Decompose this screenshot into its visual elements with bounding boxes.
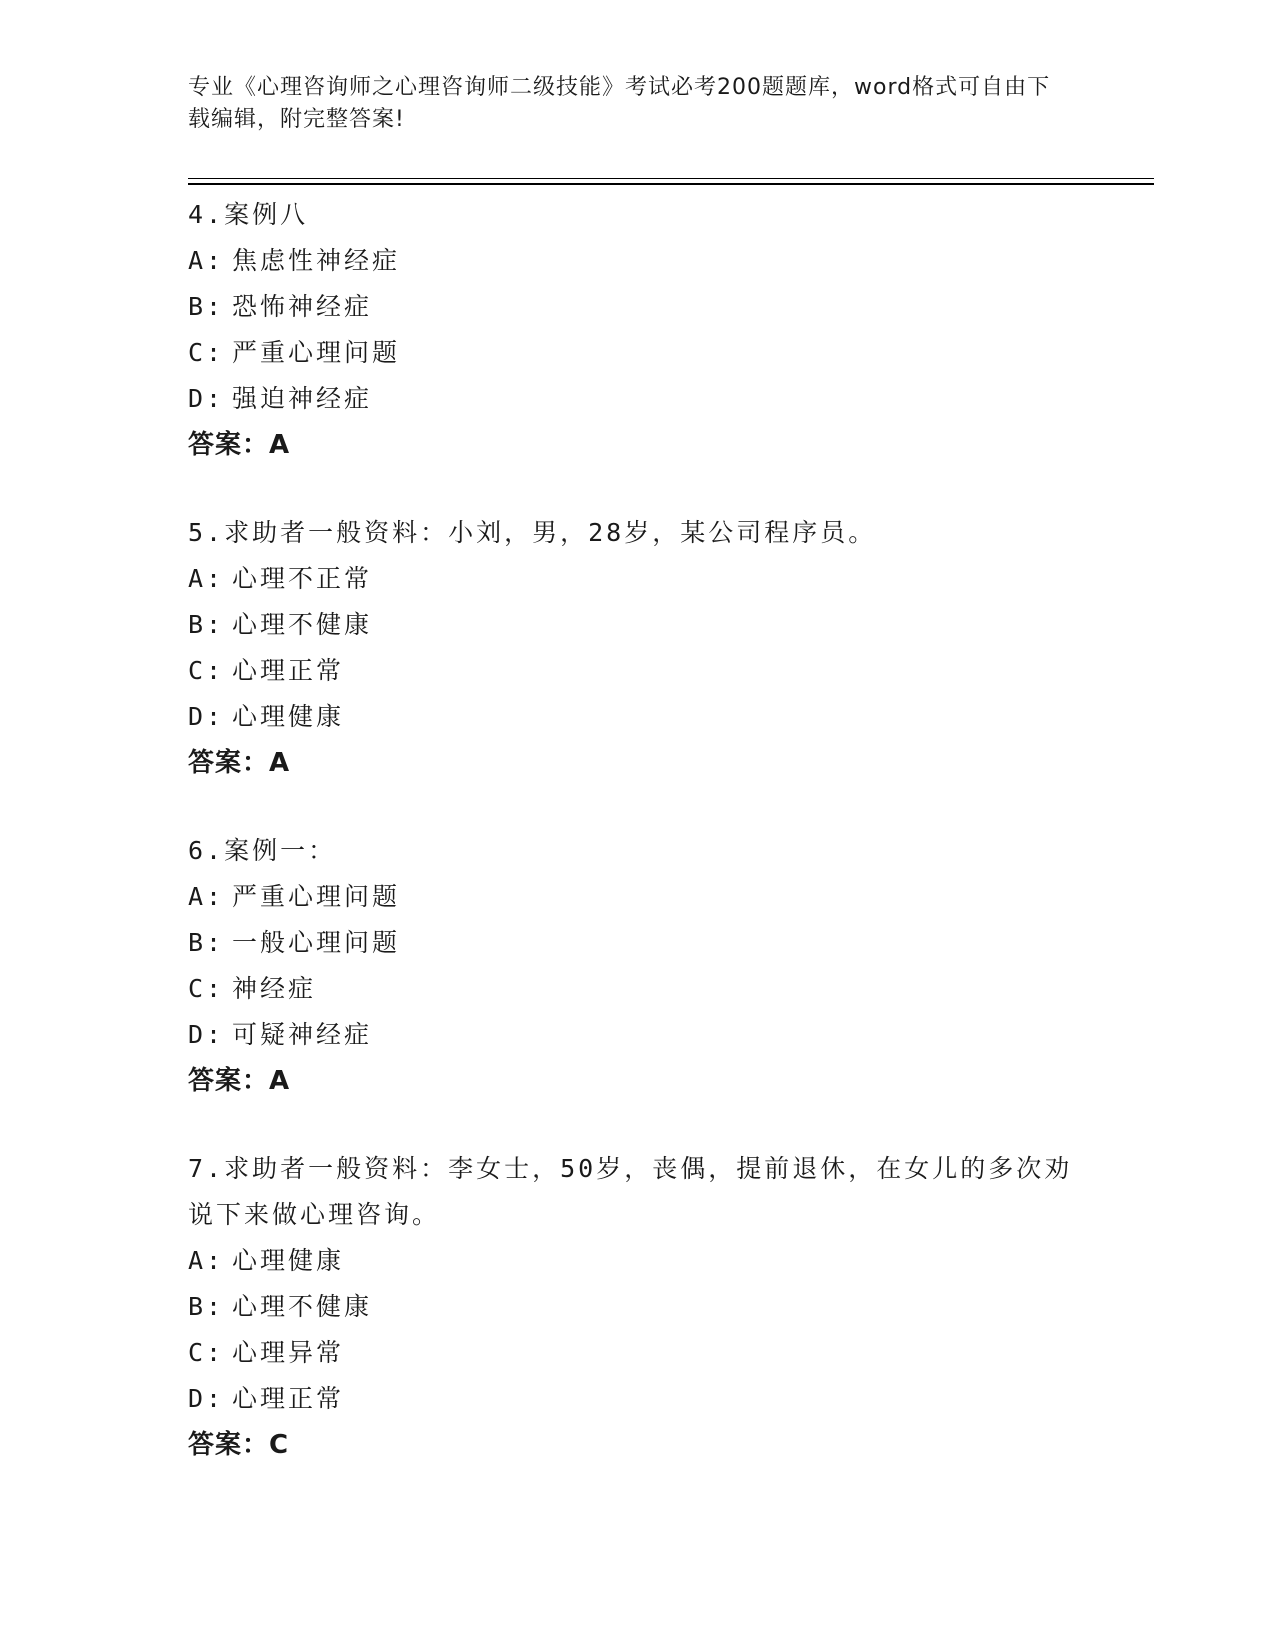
- option-letter: D:: [188, 1020, 225, 1049]
- option-d: [188, 376, 1088, 422]
- question-stem: 7.求助者一般资料：李女士，50岁，丧偶，提前退休，在女儿的多次劝说下来做心理咨询。: [188, 1154, 1073, 1229]
- option-text: 一般心理问题: [232, 928, 401, 957]
- question-5: [188, 510, 1088, 786]
- option-b: [188, 602, 1088, 648]
- option-text: 心理正常: [232, 656, 345, 685]
- option-letter: A:: [188, 882, 225, 911]
- question-list: [188, 192, 1088, 1510]
- question-stem: 5.求助者一般资料：小刘，男，28岁，某公司程序员。: [188, 518, 877, 547]
- option-text: 恐怖神经症: [232, 292, 373, 321]
- option-text: 强迫神经症: [232, 384, 373, 413]
- option-text: 神经症: [232, 974, 317, 1003]
- option-text: 心理不健康: [232, 1292, 373, 1321]
- option-letter: A:: [188, 246, 225, 275]
- option-letter: A:: [188, 1246, 225, 1275]
- option-a: [188, 874, 1088, 920]
- option-b: [188, 284, 1088, 330]
- answer-line: 答案：A: [188, 748, 291, 778]
- option-text: 可疑神经症: [232, 1020, 373, 1049]
- option-letter: B:: [188, 610, 225, 639]
- option-b: [188, 920, 1088, 966]
- option-letter: B:: [188, 1292, 225, 1321]
- option-letter: C:: [188, 338, 225, 367]
- option-text: 心理不健康: [232, 610, 373, 639]
- answer-line: 答案：A: [188, 430, 291, 460]
- option-letter: C:: [188, 1338, 225, 1367]
- option-text: 心理正常: [232, 1384, 345, 1413]
- question-stem: 4.案例八: [188, 200, 309, 229]
- option-text: 严重心理问题: [232, 882, 401, 911]
- option-b: [188, 1284, 1088, 1330]
- question-4: [188, 192, 1088, 468]
- option-c: [188, 1330, 1088, 1376]
- question-stem: 6.案例一：: [188, 836, 337, 865]
- document-header: 专业《心理咨询师之心理咨询师二级技能》考试必考200题题库，word格式可自由下载编辑，附完整答案!: [188, 75, 1051, 132]
- option-text: 心理异常: [232, 1338, 345, 1367]
- option-letter: B:: [188, 928, 225, 957]
- option-a: [188, 238, 1088, 284]
- option-letter: D:: [188, 1384, 225, 1413]
- question-7: [188, 1146, 1088, 1468]
- header-rule-thin: [188, 178, 1154, 179]
- option-letter: C:: [188, 974, 225, 1003]
- option-letter: B:: [188, 292, 225, 321]
- answer-line: 答案：C: [188, 1430, 290, 1460]
- option-text: 严重心理问题: [232, 338, 401, 367]
- option-letter: D:: [188, 384, 225, 413]
- option-text: 心理健康: [232, 702, 345, 731]
- option-text: 心理健康: [232, 1246, 345, 1275]
- option-a: [188, 1238, 1088, 1284]
- option-c: [188, 966, 1088, 1012]
- option-d: [188, 1012, 1088, 1058]
- option-a: [188, 556, 1088, 602]
- question-6: [188, 828, 1088, 1104]
- option-letter: C:: [188, 656, 225, 685]
- option-c: [188, 330, 1088, 376]
- option-text: 焦虑性神经症: [232, 246, 401, 275]
- option-c: [188, 648, 1088, 694]
- option-text: 心理不正常: [232, 564, 373, 593]
- answer-line: 答案：A: [188, 1066, 291, 1096]
- option-d: [188, 694, 1088, 740]
- option-d: [188, 1376, 1088, 1422]
- option-letter: D:: [188, 702, 225, 731]
- option-letter: A:: [188, 564, 225, 593]
- header-rule-thick: [188, 183, 1154, 185]
